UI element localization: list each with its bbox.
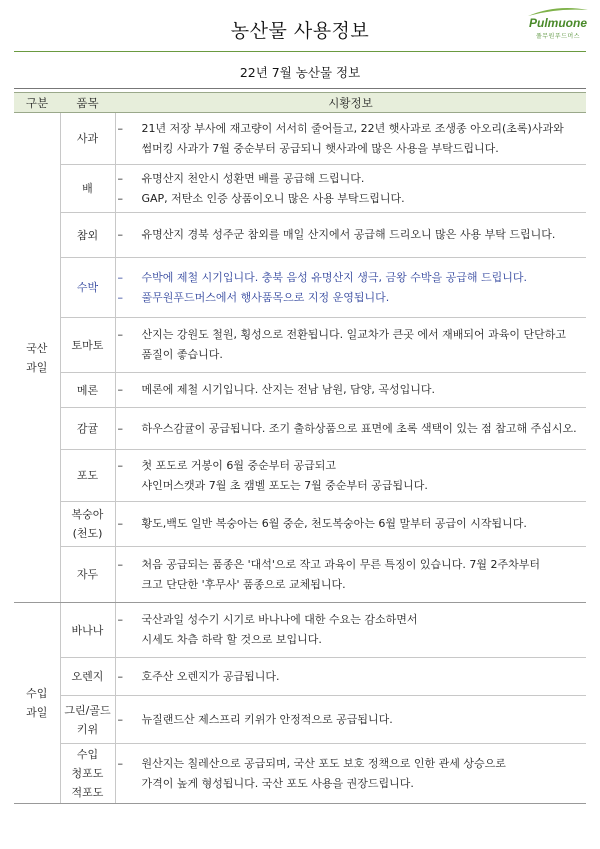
info-list xyxy=(116,169,587,209)
item-name-cell: 메론 xyxy=(60,373,115,408)
market-info-cell xyxy=(115,165,586,213)
item-name-cell: 그린/골드 키위 xyxy=(60,696,115,744)
info-line xyxy=(116,610,587,630)
info-text: 첫 포도로 거봉이 6월 중순부터 공급되고 xyxy=(141,458,336,472)
info-line xyxy=(116,667,587,687)
info-line xyxy=(116,139,587,159)
market-info-cell xyxy=(115,658,586,696)
table-body xyxy=(14,113,586,804)
item-name-cell: 참외 xyxy=(60,213,115,258)
item-name-cell: 수박 xyxy=(60,258,115,318)
table-row xyxy=(14,113,586,165)
info-line xyxy=(116,225,587,245)
info-line xyxy=(116,119,587,139)
info-list xyxy=(116,754,587,794)
category-cell: 수입 과일 xyxy=(14,603,60,804)
info-text: 국산과일 성수기 시기로 바나나에 대한 수요는 감소하면서 xyxy=(141,613,418,626)
item-name-cell: 토마토 xyxy=(60,318,115,373)
table-row xyxy=(14,603,586,658)
market-info-cell xyxy=(115,258,586,318)
market-info-cell xyxy=(115,408,586,450)
info-list xyxy=(116,610,587,650)
dash-bullet-icon: – xyxy=(117,191,123,205)
info-list xyxy=(116,555,587,595)
info-list xyxy=(116,710,587,730)
dash-bullet-icon: – xyxy=(117,458,123,472)
table-row xyxy=(14,696,586,744)
dash-bullet-icon: – xyxy=(117,383,123,396)
info-line xyxy=(116,268,587,288)
table-row xyxy=(14,318,586,373)
dash-bullet-icon: – xyxy=(117,756,123,770)
dash-bullet-icon: – xyxy=(117,328,123,341)
info-text: 처음 공급되는 품종은 '대석'으로 작고 과육이 무른 특징이 있습니다. 7월 2주차부터 xyxy=(141,557,541,571)
info-list xyxy=(116,514,587,534)
market-info-cell xyxy=(115,113,586,165)
info-text: 하우스감귤이 공급됩니다. 조기 출하상품으로 표면에 초록 색택이 있는 점 참고해 주십시오. xyxy=(141,421,577,435)
pulmuone-logo xyxy=(522,6,592,46)
item-name-cell: 바나나 xyxy=(60,603,115,658)
info-text: 샤인머스캣과 7월 초 캠벨 포도는 7월 중순부터 공급됩니다. xyxy=(141,478,428,492)
page-title: 농산물 사용정보 xyxy=(230,20,370,42)
item-name-cell: 감귤 xyxy=(60,408,115,450)
info-line xyxy=(116,288,587,308)
market-info-cell xyxy=(115,450,586,502)
info-text: GAP, 저탄소 인증 상품이오니 많은 사용 부탁드립니다. xyxy=(141,191,405,205)
table-row xyxy=(14,744,586,804)
item-name-cell: 사과 xyxy=(60,113,115,165)
dash-bullet-icon: – xyxy=(117,290,123,304)
dash-bullet-icon: – xyxy=(117,421,123,435)
info-text: 썸머킹 사과가 7월 중순부터 공급되니 햇사과에 많은 사용을 부탁드립니다. xyxy=(141,141,499,155)
info-text: 수박에 제철 시기입니다. 충북 음성 유명산지 생극, 금왕 수박을 공급해 드립니다. xyxy=(141,270,527,284)
info-list xyxy=(116,419,587,439)
table-row xyxy=(14,450,586,502)
column-header-market-info: 시황정보 xyxy=(115,93,586,113)
category-cell: 국산 과일 xyxy=(14,113,60,603)
info-text: 크고 단단한 '후무사' 품종으로 교체됩니다. xyxy=(141,577,346,591)
info-line xyxy=(116,419,587,439)
market-info-cell xyxy=(115,318,586,373)
info-line xyxy=(116,380,587,400)
table-row xyxy=(14,408,586,450)
table-row xyxy=(14,213,586,258)
info-line xyxy=(116,476,587,496)
info-list xyxy=(116,268,587,308)
info-list xyxy=(116,380,587,400)
market-info-cell xyxy=(115,744,586,804)
info-text: 원산지는 칠레산으로 공급되며, 국산 포도 보호 정책으로 인한 관세 상승으로 xyxy=(141,756,506,770)
dash-bullet-icon: – xyxy=(117,270,123,284)
table-row xyxy=(14,258,586,318)
dash-bullet-icon: – xyxy=(117,613,123,626)
dash-bullet-icon: – xyxy=(117,557,123,571)
market-info-cell xyxy=(115,696,586,744)
info-line xyxy=(116,169,587,189)
info-line xyxy=(116,575,587,595)
logo-name: Pulmuone xyxy=(528,16,587,30)
item-name-cell: 배 xyxy=(60,165,115,213)
info-list xyxy=(116,667,587,687)
item-name-cell: 복숭아 (천도) xyxy=(60,502,115,547)
header-divider xyxy=(14,51,586,52)
info-line xyxy=(116,555,587,575)
table-header-row xyxy=(14,93,586,113)
logo-subtitle: 풀무원푸드머스 xyxy=(535,33,581,40)
table-row xyxy=(14,658,586,696)
item-name-cell: 오렌지 xyxy=(60,658,115,696)
info-line xyxy=(116,345,587,365)
produce-info-table xyxy=(14,92,586,804)
dash-bullet-icon: – xyxy=(117,517,123,530)
table-row xyxy=(14,547,586,603)
item-name-cell: 자두 xyxy=(60,547,115,603)
market-info-cell xyxy=(115,547,586,603)
market-info-cell xyxy=(115,373,586,408)
dash-bullet-icon: – xyxy=(117,228,123,241)
page-header xyxy=(0,0,600,50)
info-line xyxy=(116,710,587,730)
market-info-cell xyxy=(115,603,586,658)
market-info-cell xyxy=(115,213,586,258)
table-row xyxy=(14,165,586,213)
item-name-cell: 수입 청포도 적포도 xyxy=(60,744,115,804)
info-text: 메론에 제철 시기입니다. 산지는 전남 남원, 담양, 곡성입니다. xyxy=(141,383,435,396)
dash-bullet-icon: – xyxy=(117,712,123,726)
subtitle-divider xyxy=(14,88,586,89)
info-text: 황도,백도 일반 복숭아는 6월 중순, 천도복숭아는 6월 말부터 공급이 시작됩니다. xyxy=(141,517,527,530)
dash-bullet-icon: – xyxy=(117,171,123,185)
dash-bullet-icon: – xyxy=(117,121,123,135)
info-line xyxy=(116,325,587,345)
info-line xyxy=(116,774,587,794)
info-text: 시세도 차츰 하락 할 것으로 보입니다. xyxy=(141,633,322,646)
info-text: 유명산지 천안시 성환면 배를 공급해 드립니다. xyxy=(141,171,365,185)
info-list xyxy=(116,325,587,365)
info-text: 풀무원푸드머스에서 행사품목으로 지정 운영됩니다. xyxy=(141,290,390,304)
info-text: 품질이 좋습니다. xyxy=(141,348,223,361)
dash-bullet-icon: – xyxy=(117,669,123,683)
info-text: 21년 저장 부사에 재고량이 서서히 줄어들고, 22년 햇사과로 조생종 아오리(초록)사과와 xyxy=(141,121,564,135)
info-line xyxy=(116,514,587,534)
item-name-cell: 포도 xyxy=(60,450,115,502)
info-line xyxy=(116,630,587,650)
info-text: 유명산지 경북 성주군 참외를 매일 산지에서 공급해 드리오니 많은 사용 부탁 드립니다. xyxy=(141,228,556,241)
column-header-item: 품목 xyxy=(60,93,115,113)
table-row xyxy=(14,373,586,408)
column-header-category: 구분 xyxy=(14,93,60,113)
info-line xyxy=(116,754,587,774)
table-row xyxy=(14,502,586,547)
info-list xyxy=(116,456,587,496)
info-list xyxy=(116,225,587,245)
info-list xyxy=(116,119,587,159)
market-info-cell xyxy=(115,502,586,547)
document-subtitle: 22년 7월 농산물 정보 xyxy=(239,65,361,80)
info-text: 가격이 높게 형성됩니다. 국산 포도 사용을 권장드립니다. xyxy=(141,776,414,790)
info-line xyxy=(116,189,587,209)
info-line xyxy=(116,456,587,476)
info-text: 뉴질랜드산 제스프리 키위가 안정적으로 공급됩니다. xyxy=(141,712,393,726)
info-text: 호주산 오렌지가 공급됩니다. xyxy=(141,669,280,683)
info-text: 산지는 강원도 철원, 횡성으로 전환됩니다. 일교차가 큰곳 에서 재배되어 과육이 단단하고 xyxy=(141,328,566,341)
